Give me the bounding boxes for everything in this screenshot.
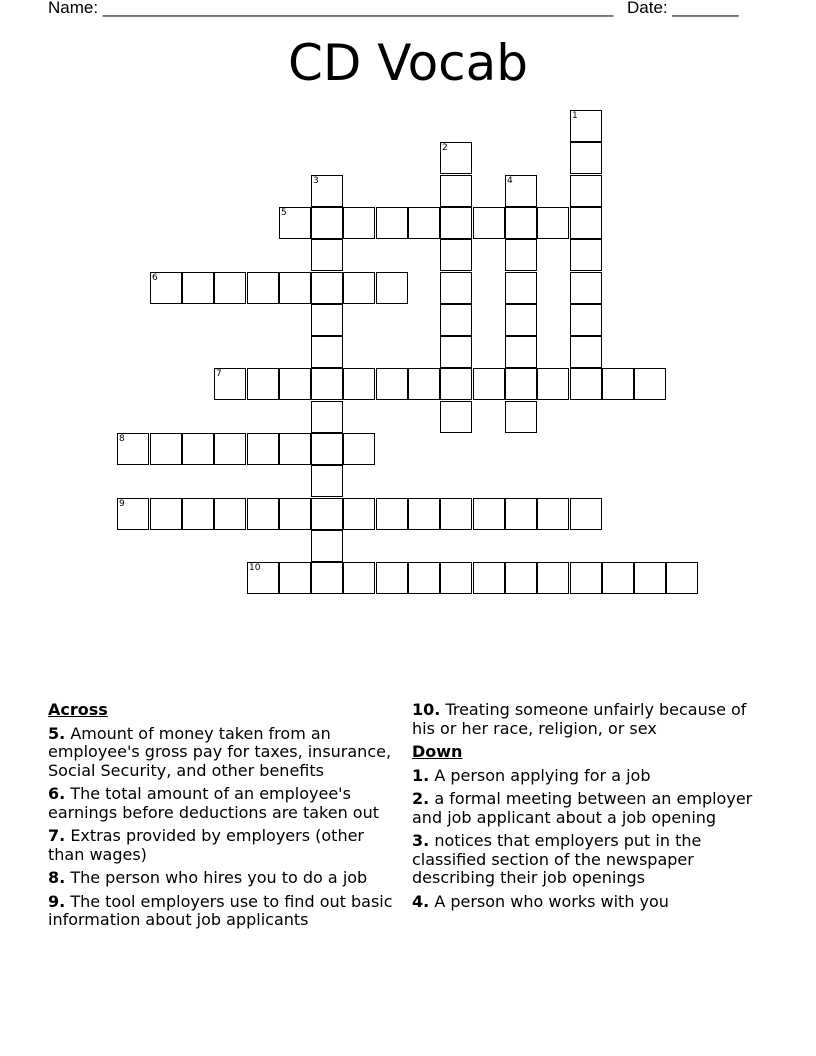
grid-cell[interactable] (311, 368, 343, 400)
clue-text: The person who hires you to do a job (70, 868, 368, 887)
grid-cell[interactable] (570, 336, 602, 368)
grid-cell[interactable] (570, 239, 602, 271)
grid-cell[interactable] (150, 433, 182, 465)
clue-text: A person applying for a job (434, 765, 651, 785)
grid-cell[interactable] (408, 562, 440, 594)
grid-cell[interactable] (473, 498, 505, 530)
grid-cell[interactable] (408, 498, 440, 530)
grid-cell[interactable] (602, 562, 634, 594)
grid-cell[interactable] (376, 368, 408, 400)
grid-cell[interactable] (279, 562, 311, 594)
clue-number-label: 8 (119, 434, 125, 444)
grid-cell[interactable] (311, 433, 343, 465)
grid-cell[interactable] (343, 433, 375, 465)
grid-cell[interactable] (150, 498, 182, 530)
grid-cell[interactable] (570, 110, 602, 142)
grid-cell[interactable] (440, 239, 472, 271)
across-clue-6 (48, 785, 404, 822)
grid-cell[interactable] (570, 562, 602, 594)
clue-number-label: 2 (442, 143, 448, 153)
grid-cell[interactable] (311, 272, 343, 304)
clue-number: 5. (48, 723, 66, 743)
clue-text: notices that employers put in the classified section of the newspaper describing their job openings (412, 831, 702, 887)
grid-cell[interactable] (570, 207, 602, 239)
down-clue-2 (412, 790, 772, 827)
grid-cell[interactable] (343, 272, 375, 304)
grid-cell[interactable] (473, 562, 505, 594)
down-clue-1 (412, 767, 772, 786)
grid-cell[interactable] (247, 562, 279, 594)
clue-number-label: 6 (152, 273, 158, 283)
grid-cell[interactable] (634, 562, 666, 594)
grid-cell[interactable] (408, 207, 440, 239)
grid-cell[interactable] (537, 562, 569, 594)
grid-cell[interactable] (311, 530, 343, 562)
clue-text: Amount of money taken from an employee's gross pay for taxes, insurance, Social Security, and other benefits (48, 723, 392, 780)
grid-cell[interactable] (505, 368, 537, 400)
across-clue-10 (412, 701, 772, 738)
clue-number: 2. (412, 789, 430, 808)
grid-cell[interactable] (505, 175, 537, 207)
clue-number-label: 9 (119, 499, 125, 509)
grid-cell[interactable] (440, 142, 472, 174)
grid-cell[interactable] (214, 498, 246, 530)
grid-cell[interactable] (602, 368, 634, 400)
clue-number: 3. (412, 831, 430, 850)
grid-cell[interactable] (473, 368, 505, 400)
grid-cell[interactable] (376, 272, 408, 304)
grid-cell[interactable] (570, 498, 602, 530)
grid-cell[interactable] (311, 465, 343, 497)
grid-cell[interactable] (343, 207, 375, 239)
grid-cell[interactable] (440, 175, 472, 207)
grid-cell[interactable] (570, 304, 602, 336)
grid-cell[interactable] (214, 272, 246, 304)
grid-cell[interactable] (182, 498, 214, 530)
clue-number-label: 7 (216, 369, 222, 379)
clue-number-label: 1 (572, 111, 578, 121)
grid-cell[interactable] (570, 142, 602, 174)
grid-cell[interactable] (247, 368, 279, 400)
grid-cell[interactable] (505, 207, 537, 239)
clue-number: 7. (48, 826, 66, 845)
grid-cell[interactable] (505, 562, 537, 594)
grid-cell[interactable] (440, 368, 472, 400)
grid-cell[interactable] (408, 368, 440, 400)
clue-text: A person who works with you (434, 891, 669, 911)
grid-cell[interactable] (279, 498, 311, 530)
grid-cell[interactable] (570, 272, 602, 304)
across-clue-8 (48, 869, 404, 888)
grid-cell[interactable] (311, 401, 343, 433)
grid-cell[interactable] (311, 336, 343, 368)
clue-text: The tool employers use to find out basic information about job applicants (48, 891, 393, 929)
grid-cell[interactable] (182, 433, 214, 465)
grid-cell[interactable] (214, 433, 246, 465)
clue-number: 6. (48, 784, 66, 803)
grid-cell[interactable] (537, 498, 569, 530)
grid-cell[interactable] (117, 433, 149, 465)
grid-cell[interactable] (440, 498, 472, 530)
across-clue-5 (48, 725, 404, 781)
grid-cell[interactable] (117, 498, 149, 530)
grid-cell[interactable] (505, 336, 537, 368)
grid-cell[interactable] (505, 304, 537, 336)
grid-cell[interactable] (505, 498, 537, 530)
grid-cell[interactable] (505, 239, 537, 271)
grid-cell[interactable] (150, 272, 182, 304)
clue-number-label: 3 (313, 176, 319, 186)
grid-cell[interactable] (376, 207, 408, 239)
grid-cell[interactable] (311, 239, 343, 271)
grid-cell[interactable] (247, 498, 279, 530)
grid-cell[interactable] (279, 207, 311, 239)
grid-cell[interactable] (666, 562, 698, 594)
grid-cell[interactable] (376, 498, 408, 530)
grid-cell[interactable] (473, 207, 505, 239)
down-clue-3 (412, 832, 772, 888)
grid-cell[interactable] (440, 272, 472, 304)
grid-cell[interactable] (182, 272, 214, 304)
clue-number-label: 4 (507, 176, 513, 186)
grid-cell[interactable] (343, 562, 375, 594)
clue-number: 10. (412, 700, 441, 719)
grid-cell[interactable] (311, 304, 343, 336)
date-field-label[interactable]: Date: _______ (627, 0, 739, 17)
clue-number-label: 5 (281, 208, 287, 218)
clues-left-column (48, 701, 404, 935)
clue-number: 8. (48, 868, 66, 887)
clue-text: a formal meeting between an employer and job applicant about a job opening (412, 789, 753, 827)
puzzle-title: CD Vocab (287, 34, 529, 92)
grid-cell[interactable] (440, 207, 472, 239)
clue-text: The total amount of an employee's earnings before deductions are taken out (48, 784, 379, 822)
grid-cell[interactable] (376, 562, 408, 594)
clue-text: Extras provided by employers (other than wages) (48, 826, 365, 864)
grid-cell[interactable] (440, 304, 472, 336)
grid-cell[interactable] (311, 498, 343, 530)
grid-cell[interactable] (311, 207, 343, 239)
name-field-label[interactable]: Name: ______________________________________________________ (48, 0, 614, 17)
clue-text: Treating someone unfairly because of his or her race, religion, or sex (412, 700, 747, 738)
grid-cell[interactable] (311, 175, 343, 207)
grid-cell[interactable] (634, 368, 666, 400)
across-clue-9 (48, 893, 404, 930)
grid-cell[interactable] (440, 336, 472, 368)
grid-cell[interactable] (570, 175, 602, 207)
across-heading: Across (48, 700, 108, 719)
clue-number-label: 10 (249, 563, 261, 573)
grid-cell[interactable] (247, 272, 279, 304)
down-heading: Down (412, 742, 463, 761)
grid-cell[interactable] (343, 368, 375, 400)
clues-right-column (412, 701, 772, 916)
grid-cell[interactable] (440, 562, 472, 594)
grid-cell[interactable] (440, 401, 472, 433)
grid-cell[interactable] (505, 272, 537, 304)
grid-cell[interactable] (279, 368, 311, 400)
grid-cell[interactable] (279, 272, 311, 304)
grid-cell[interactable] (505, 401, 537, 433)
across-clue-7 (48, 827, 404, 864)
grid-cell[interactable] (311, 562, 343, 594)
clue-number: 1. (412, 765, 430, 785)
grid-cell[interactable] (537, 368, 569, 400)
grid-cell[interactable] (537, 207, 569, 239)
grid-cell[interactable] (214, 368, 246, 400)
clue-number: 4. (412, 891, 430, 911)
grid-cell[interactable] (279, 433, 311, 465)
clue-number: 9. (48, 891, 66, 911)
grid-cell[interactable] (343, 498, 375, 530)
down-clue-4 (412, 893, 772, 912)
grid-cell[interactable] (247, 433, 279, 465)
grid-cell[interactable] (570, 368, 602, 400)
